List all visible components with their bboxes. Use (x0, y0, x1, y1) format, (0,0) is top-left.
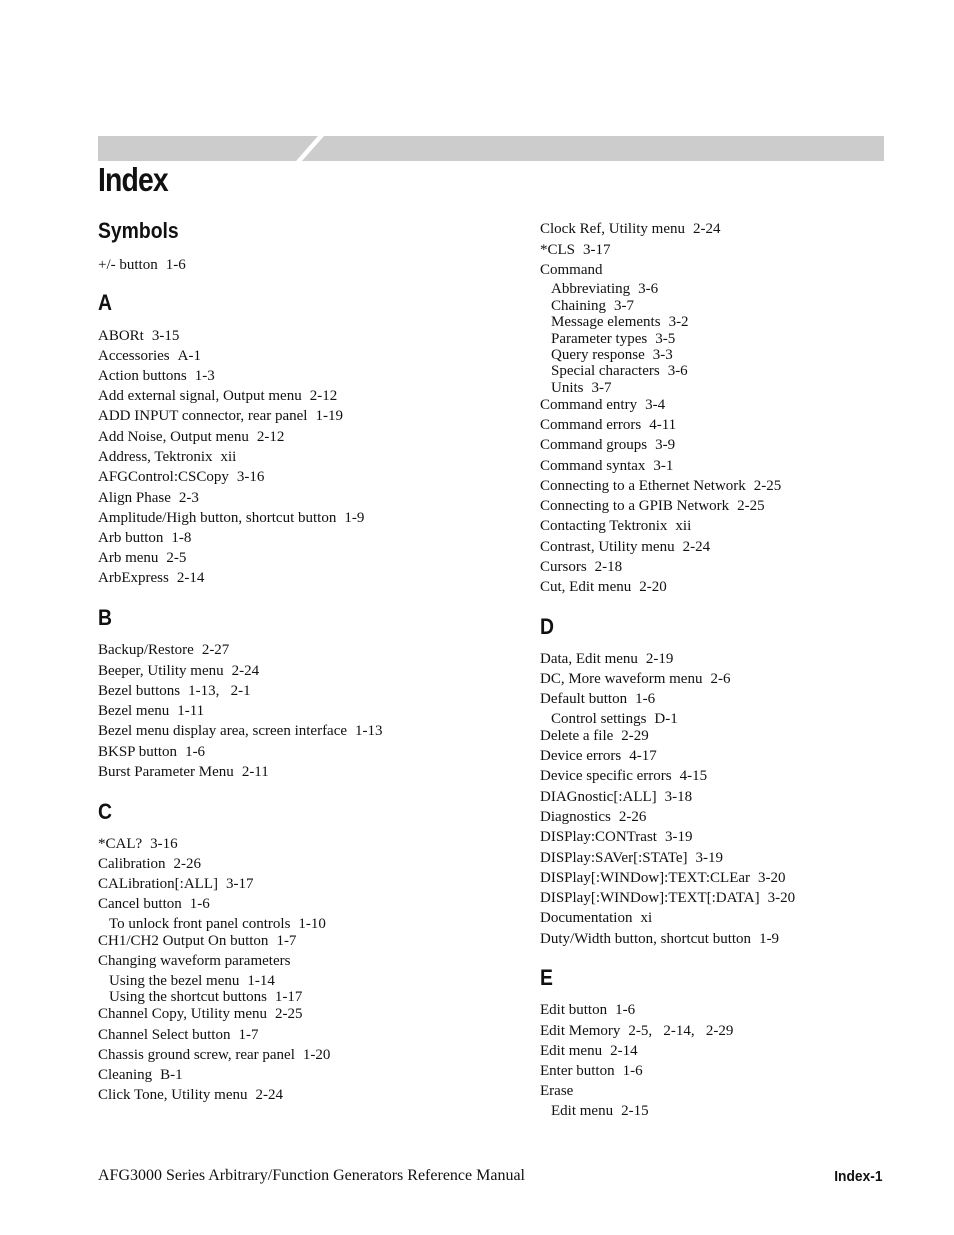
section-heading: E (540, 965, 553, 990)
index-term: Edit menu (551, 1103, 614, 1119)
index-entry (540, 578, 667, 596)
index-term: Default button (540, 691, 628, 707)
index-entry (540, 767, 707, 785)
footer-page-number: Index-1 (834, 1168, 883, 1185)
index-term: Device specific errors (540, 768, 672, 784)
index-term: DISPlay:SAVer[:STATe] (540, 850, 688, 866)
index-entry (540, 788, 692, 806)
index-page-ref: 2-20 (639, 579, 667, 595)
index-page-ref: 1-20 (302, 1047, 331, 1063)
index-term: Beeper, Utility menu (98, 663, 224, 679)
index-page-ref: 4-11 (649, 417, 677, 433)
index-page-ref: 1-7 (276, 933, 297, 949)
index-entry (540, 828, 692, 846)
index-entry (98, 875, 253, 893)
index-term: Command entry (540, 397, 638, 413)
index-page-ref: 1-9 (344, 510, 365, 526)
index-subentry (551, 313, 689, 331)
index-entry (540, 220, 720, 238)
index-page-ref: 3-17 (225, 876, 254, 892)
index-page-ref: 2-25 (737, 498, 765, 514)
index-term: Units (551, 380, 584, 396)
index-page-ref: 1-7 (238, 1027, 259, 1043)
index-page-ref: 3-3 (652, 347, 673, 363)
index-page-ref: 1-6 (185, 744, 206, 760)
index-page-ref: 3-6 (638, 281, 659, 297)
index-term: Amplitude/High button, shortcut button (98, 510, 337, 526)
index-subentry (551, 1102, 649, 1120)
index-page-ref: 3-20 (758, 870, 786, 886)
index-entry (98, 743, 205, 761)
index-term: ADD INPUT connector, rear panel (98, 408, 308, 424)
index-entry (540, 889, 795, 907)
section-heading: D (540, 614, 554, 639)
index-entry (98, 327, 179, 345)
index-page-ref: A-1 (177, 348, 201, 364)
index-entry (98, 895, 210, 913)
index-page-ref: 1-19 (315, 408, 343, 424)
index-page-ref: 3-7 (614, 298, 634, 314)
index-term: AFGControl:CSCopy (98, 469, 229, 485)
index-term: +/- button (98, 257, 158, 273)
index-term: Channel Select button (98, 1027, 231, 1043)
index-page-ref: 1-14 (247, 973, 275, 989)
index-entry (540, 808, 646, 826)
index-subentry (551, 710, 678, 728)
index-page-ref: 3-20 (767, 890, 796, 906)
index-page-ref: 1-13 (355, 723, 383, 739)
index-term: Query response (551, 347, 645, 363)
index-page-ref: 2-25 (275, 1006, 303, 1022)
index-page-ref: 3-2 (668, 314, 689, 330)
index-term: Add Noise, Output menu (98, 429, 249, 445)
index-entry (540, 650, 673, 668)
index-page-ref: 2-11 (241, 764, 269, 780)
index-term: Special characters (551, 363, 660, 379)
index-entry (98, 1046, 330, 1064)
section-heading: A (98, 290, 112, 315)
index-term: Changing waveform parameters (98, 953, 291, 969)
index-page-ref: 4-17 (629, 748, 657, 764)
index-page-ref: 3-9 (655, 437, 676, 453)
index-entry (540, 396, 665, 414)
index-term: Calibration (98, 856, 166, 872)
index-entry (540, 558, 622, 576)
index-term: Cut, Edit menu (540, 579, 632, 595)
index-entry (540, 727, 649, 745)
index-page-ref: B-1 (160, 1067, 183, 1083)
index-entry (98, 448, 236, 466)
index-term: Using the bezel menu (109, 973, 240, 989)
index-term: Edit menu (540, 1043, 603, 1059)
index-term: Command syntax (540, 458, 646, 474)
index-entry (540, 670, 730, 688)
index-term: DIAGnostic[:ALL] (540, 789, 657, 805)
index-subentry (551, 280, 658, 298)
index-page-ref: 3-16 (236, 469, 265, 485)
index-entry (98, 468, 264, 486)
index-page-ref: 1-10 (298, 916, 326, 932)
index-entry (540, 241, 611, 259)
index-term: Data, Edit menu (540, 651, 638, 667)
index-page-ref: 1-13, 2-1 (188, 683, 251, 699)
index-term: Action buttons (98, 368, 187, 384)
index-entry (540, 747, 657, 765)
index-entry (98, 569, 204, 587)
index-entry (540, 1022, 733, 1040)
index-term: ABORt (98, 328, 144, 344)
index-page-ref: 2-12 (256, 429, 285, 445)
index-page-ref: 4-15 (679, 768, 708, 784)
index-term: Chassis ground screw, rear panel (98, 1047, 295, 1063)
index-term: Accessories (98, 348, 170, 364)
index-term: To unlock front panel controls (109, 916, 291, 932)
index-entry (540, 1082, 573, 1100)
index-term: BKSP button (98, 744, 178, 760)
index-entry (540, 909, 652, 927)
index-term: Cleaning (98, 1067, 153, 1083)
index-page-ref: 2-29 (621, 728, 649, 744)
index-page-ref: 1-6 (635, 691, 656, 707)
index-page-ref: 3-5 (655, 331, 676, 347)
index-subentry (109, 988, 302, 1006)
index-subentry (109, 915, 326, 933)
index-entry (98, 835, 178, 853)
index-page-ref: 2-24 (231, 663, 260, 679)
index-page-ref: 1-3 (194, 368, 215, 384)
index-term: Enter button (540, 1063, 615, 1079)
index-entry (540, 930, 779, 948)
index-page-ref: 1-6 (622, 1063, 643, 1079)
index-entry (540, 261, 603, 279)
footer-manual-title: AFG3000 Series Arbitrary/Function Generators Reference Manual (98, 1167, 525, 1184)
index-entry (98, 1005, 303, 1023)
index-term: Delete a file (540, 728, 614, 744)
index-entry (98, 763, 269, 781)
index-entry (540, 457, 673, 475)
index-term: Diagnostics (540, 809, 611, 825)
index-term: Address, Tektronix (98, 449, 213, 465)
index-term: CALibration[:ALL] (98, 876, 218, 892)
index-term: ArbExpress (98, 570, 169, 586)
index-entry (540, 538, 710, 556)
index-page-ref: 3-15 (151, 328, 180, 344)
index-entry (98, 347, 201, 365)
index-term: Contacting Tektronix (540, 518, 668, 534)
index-page-ref: 2-25 (753, 478, 782, 494)
index-entry (98, 367, 215, 385)
index-page-ref: 1-9 (759, 931, 780, 947)
index-entry (540, 849, 723, 867)
index-entry (98, 428, 284, 446)
index-term: Align Phase (98, 490, 171, 506)
index-page-ref: 2-5, 2-14, 2-29 (628, 1023, 734, 1039)
index-entry (98, 855, 201, 873)
index-page-ref: 3-1 (653, 458, 674, 474)
index-term: Chaining (551, 298, 606, 314)
index-entry (98, 641, 229, 659)
index-page-ref: 2-14 (176, 570, 205, 586)
index-entry (98, 256, 186, 274)
index-page-ref: 1-6 (189, 896, 210, 912)
index-entry (98, 1066, 183, 1084)
index-term: Click Tone, Utility menu (98, 1087, 248, 1103)
page-title: Index (98, 161, 168, 198)
index-page-ref: xii (675, 518, 692, 534)
index-entry (540, 690, 655, 708)
index-term: Bezel buttons (98, 683, 181, 699)
index-page-ref: xi (640, 910, 653, 926)
index-term: Connecting to a Ethernet Network (540, 478, 746, 494)
index-subentry (551, 379, 612, 397)
index-entry (98, 952, 290, 970)
index-entry (98, 407, 343, 425)
index-term: Add external signal, Output menu (98, 388, 302, 404)
index-page-ref: 2-26 (173, 856, 201, 872)
section-heading: C (98, 799, 112, 824)
index-page-ref: 2-6 (710, 671, 731, 687)
index-page-ref: 1-8 (171, 530, 192, 546)
index-term: Contrast, Utility menu (540, 539, 675, 555)
header-bar (98, 136, 884, 161)
index-entry (98, 682, 251, 700)
section-heading: B (98, 605, 112, 630)
header-bar-notch (98, 136, 884, 161)
index-page-ref: 2-27 (201, 642, 230, 658)
index-entry (98, 1026, 258, 1044)
index-page-ref: 2-18 (594, 559, 623, 575)
index-page-ref: 2-24 (682, 539, 711, 555)
index-page-ref: D-1 (654, 711, 678, 727)
index-entry (98, 509, 364, 527)
index-entry (98, 529, 191, 547)
index-entry (98, 489, 199, 507)
index-term: DISPlay[:WINDow]:TEXT[:DATA] (540, 890, 760, 906)
index-entry (98, 1086, 283, 1104)
index-page-ref: 1-6 (615, 1002, 636, 1018)
index-entry (98, 722, 383, 740)
index-term: Cursors (540, 559, 587, 575)
index-entry (540, 477, 781, 495)
index-term: Duty/Width button, shortcut button (540, 931, 752, 947)
index-term: Abbreviating (551, 281, 631, 297)
index-page-ref: 3-4 (645, 397, 666, 413)
index-term: DISPlay[:WINDow]:TEXT:CLEar (540, 870, 751, 886)
section-heading: Symbols (98, 218, 179, 243)
index-subentry (551, 362, 688, 380)
index-term: DISPlay:CONTrast (540, 829, 657, 845)
index-page-ref: xii (220, 449, 237, 465)
index-term: Erase (540, 1083, 574, 1099)
index-page-ref: 2-15 (621, 1103, 649, 1119)
index-term: Command errors (540, 417, 642, 433)
index-term: Parameter types (551, 331, 648, 347)
index-term: Command groups (540, 437, 648, 453)
index-page-ref: 3-6 (667, 363, 688, 379)
index-term: Connecting to a GPIB Network (540, 498, 730, 514)
index-entry (540, 517, 691, 535)
index-page-ref: 3-19 (664, 829, 693, 845)
index-term: Burst Parameter Menu (98, 764, 234, 780)
index-term: Using the shortcut buttons (109, 989, 267, 1005)
index-page-ref: 2-3 (178, 490, 199, 506)
index-term: Device errors (540, 748, 622, 764)
index-term: Backup/Restore (98, 642, 194, 658)
index-entry (540, 869, 786, 887)
index-entry (540, 436, 675, 454)
index-term: Clock Ref, Utility menu (540, 221, 685, 237)
index-entry (540, 416, 676, 434)
index-term: Edit button (540, 1002, 608, 1018)
index-page-ref: 2-12 (309, 388, 338, 404)
index-page-ref: 2-24 (255, 1087, 283, 1103)
index-entry (98, 549, 186, 567)
index-page-ref: 3-17 (583, 242, 611, 258)
index-term: Message elements (551, 314, 661, 330)
index-term: DC, More waveform menu (540, 671, 703, 687)
index-term: Arb button (98, 530, 164, 546)
index-term: CH1/CH2 Output On button (98, 933, 269, 949)
index-page-ref: 2-26 (618, 809, 647, 825)
index-page-ref: 3-16 (150, 836, 178, 852)
index-page-ref: 3-18 (664, 789, 693, 805)
index-entry (540, 497, 765, 515)
index-term: *CAL? (98, 836, 143, 852)
index-term: Documentation (540, 910, 633, 926)
index-term: Control settings (551, 711, 647, 727)
index-page-ref: 1-11 (177, 703, 205, 719)
index-page-ref: 2-14 (610, 1043, 638, 1059)
index-term: Bezel menu (98, 703, 170, 719)
index-entry (98, 662, 259, 680)
index-term: *CLS (540, 242, 576, 258)
index-page-ref: 1-17 (274, 989, 303, 1005)
index-term: Edit Memory (540, 1023, 621, 1039)
index-term: Bezel menu display area, screen interface (98, 723, 348, 739)
index-entry (98, 387, 337, 405)
index-entry (98, 702, 204, 720)
index-entry (540, 1042, 638, 1060)
index-entry (540, 1062, 643, 1080)
index-term: Cancel button (98, 896, 182, 912)
index-page-ref: 3-19 (695, 850, 723, 866)
index-term: Arb menu (98, 550, 159, 566)
index-entry (540, 1001, 635, 1019)
index-entry (98, 932, 296, 950)
index-page-ref: 1-6 (165, 257, 186, 273)
index-term: Command (540, 262, 603, 278)
index-page-ref: 2-24 (692, 221, 721, 237)
index-page-ref: 2-5 (166, 550, 187, 566)
index-page-ref: 2-19 (645, 651, 674, 667)
index-term: Channel Copy, Utility menu (98, 1006, 268, 1022)
index-page-ref: 3-7 (591, 380, 612, 396)
